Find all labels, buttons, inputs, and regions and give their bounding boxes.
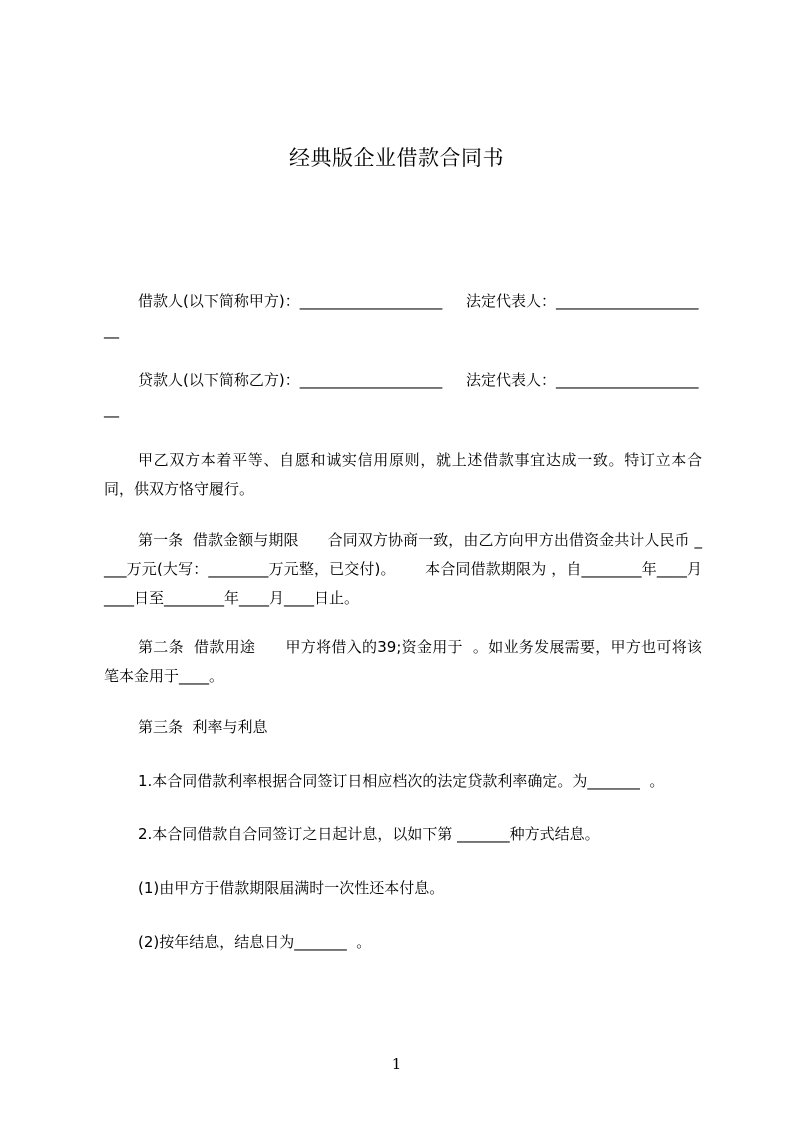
borrower-party-line: 借款人(以下简称甲方)：___________________ 法定代表人：_____________________ bbox=[104, 292, 699, 339]
article-3-heading: 第三条 利率与利息 bbox=[138, 718, 268, 736]
preamble-paragraph: 甲乙双方本着平等、自愿和诚实信用原则，就上述借款事宜达成一致。特订立本合同，供双方恪守履行。 bbox=[104, 451, 702, 498]
lender-party-line: 贷款人(以下简称乙方)：___________________ 法定代表人：_____________________ bbox=[104, 371, 699, 418]
page-number: 1 bbox=[391, 1055, 402, 1073]
article-3-item-2: 2.本合同借款自合同签订之日起计息，以如下第 _______种方式结息。 bbox=[138, 825, 600, 843]
document-title: 经典版企业借款合同书 bbox=[289, 146, 504, 170]
article-1-paragraph: 第一条 借款金额与期限 合同双方协商一致，由乙方向甲方出借资金共计人民币 ____万元(大写：________万元整，已交付)。 本合同借款期限为 ，自________年____月____日至________年____月____日止。 bbox=[104, 531, 702, 607]
article-2-paragraph: 第二条 借款用途 甲方将借入的39;资金用于 。如业务发展需要，甲方也可将该笔本金用于____。 bbox=[104, 638, 702, 685]
article-3-item-1: 1.本合同借款利率根据合同签订日相应档次的法定贷款利率确定。为_______ 。 bbox=[138, 772, 665, 790]
article-3-option-1: (1)由甲方于借款期限届满时一次性还本付息。 bbox=[138, 879, 445, 897]
article-3-option-2: (2)按年结息，结息日为_______ 。 bbox=[138, 933, 372, 951]
